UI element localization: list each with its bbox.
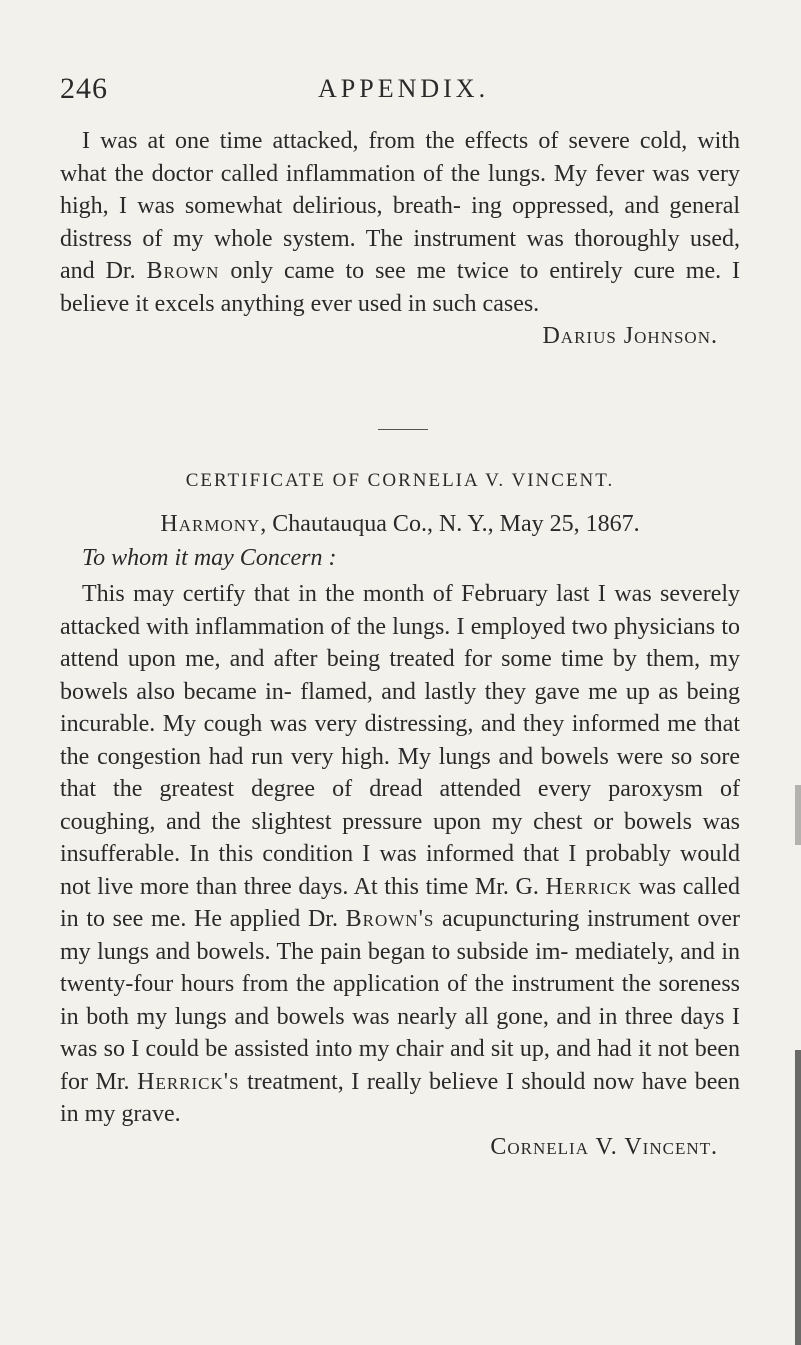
text-line: over my lungs and bowels. The pain began to subside im- [60,906,740,965]
signature-darius-johnson: Darius Johnson. [542,323,718,349]
testimonial-paragraph [60,125,740,320]
text-line: I was at one time attacked, from the effects of severe [82,128,630,154]
signature-cornelia-vincent: Cornelia V. Vincent. [490,1133,718,1160]
text-line: treatment, I really believe I should now [239,1068,635,1095]
salutation: To whom it may Concern : [82,545,337,571]
text-line: only [219,258,274,284]
text-line: acupuncturing instrument [434,906,690,932]
certificate-place-date [60,511,740,538]
text-line: excels anything ever used in such cases. [154,290,540,317]
page-edge-shadow [795,1050,801,1345]
text-line: have been in my grave. [60,1068,741,1127]
text-line: chest or bowels was insufferable. In this condition I was [60,808,741,867]
text-line: treated for some time by them, my bowels also became in- [60,646,741,705]
text-line: me. He applied Dr. [151,906,346,932]
text-line: This may certify that in the month of February last I [82,581,606,607]
text-line: so sore that the greatest degree of dread attended every [60,743,741,802]
running-head: APPENDIX. [318,74,490,103]
text-line: assisted into my chair and sit up, and had it not been for [60,1036,740,1095]
name-herricks: Herrick's [137,1068,240,1095]
text-line: came to see me twice to entirely cure me. I believe it [60,258,741,317]
page-header [60,72,760,112]
certificate-heading: CERTIFICATE OF CORNELIA V. VINCENT. [185,470,615,491]
name-browns: Brown's [345,906,435,932]
text-line: cold, with what the doctor called inflammation of the lungs. [60,128,741,187]
place-date-rest: , Chautauqua Co., N. Y., May 25, 1867. [260,511,640,537]
certificate-paragraph [60,578,740,1131]
text-line: employed two physicians to attend upon me, and after being [60,613,741,672]
text-line: Mr. [95,1068,138,1095]
text-line: was severely attacked with inflammation of the lungs. I [60,581,741,640]
text-line: congestion had run very high. My lungs and bowels were [97,743,664,770]
text-line: The instrument was thoroughly used, and Dr. [60,225,740,284]
page-edge-shadow [795,785,801,845]
text-line: My fever was very high, I was somewhat delirious, breath- [60,160,741,219]
page-number: 246 [60,72,108,105]
text-line: flamed, and lastly they gave me up as being incurable. My [60,678,740,737]
section-divider [378,429,428,430]
text-line: the instrument the soreness in both my lungs and bowels [60,971,740,1030]
name-brown: Brown [146,258,220,284]
text-line: was nearly all gone, and in three days I was so I could be [60,1003,741,1062]
text-line: mediately, and in twenty-four hours from the application of [60,938,740,997]
certificate-body [60,578,740,1163]
text-line: informed that I probably would not live more than three [60,841,741,900]
text-line: ing oppressed, and general distress of my whole system. [60,193,741,252]
text-line: paroxysm of coughing, and the slightest pressure upon my [60,776,741,835]
testimonial-johnson [60,125,740,353]
text-line: was called in to see [60,873,740,932]
place-name: Harmony [160,511,261,537]
text-line: cough was very distressing, and they informed me that the [60,711,740,770]
text-line: days. At this time Mr. G. [298,873,546,900]
name-herrick: Herrick [545,873,633,900]
